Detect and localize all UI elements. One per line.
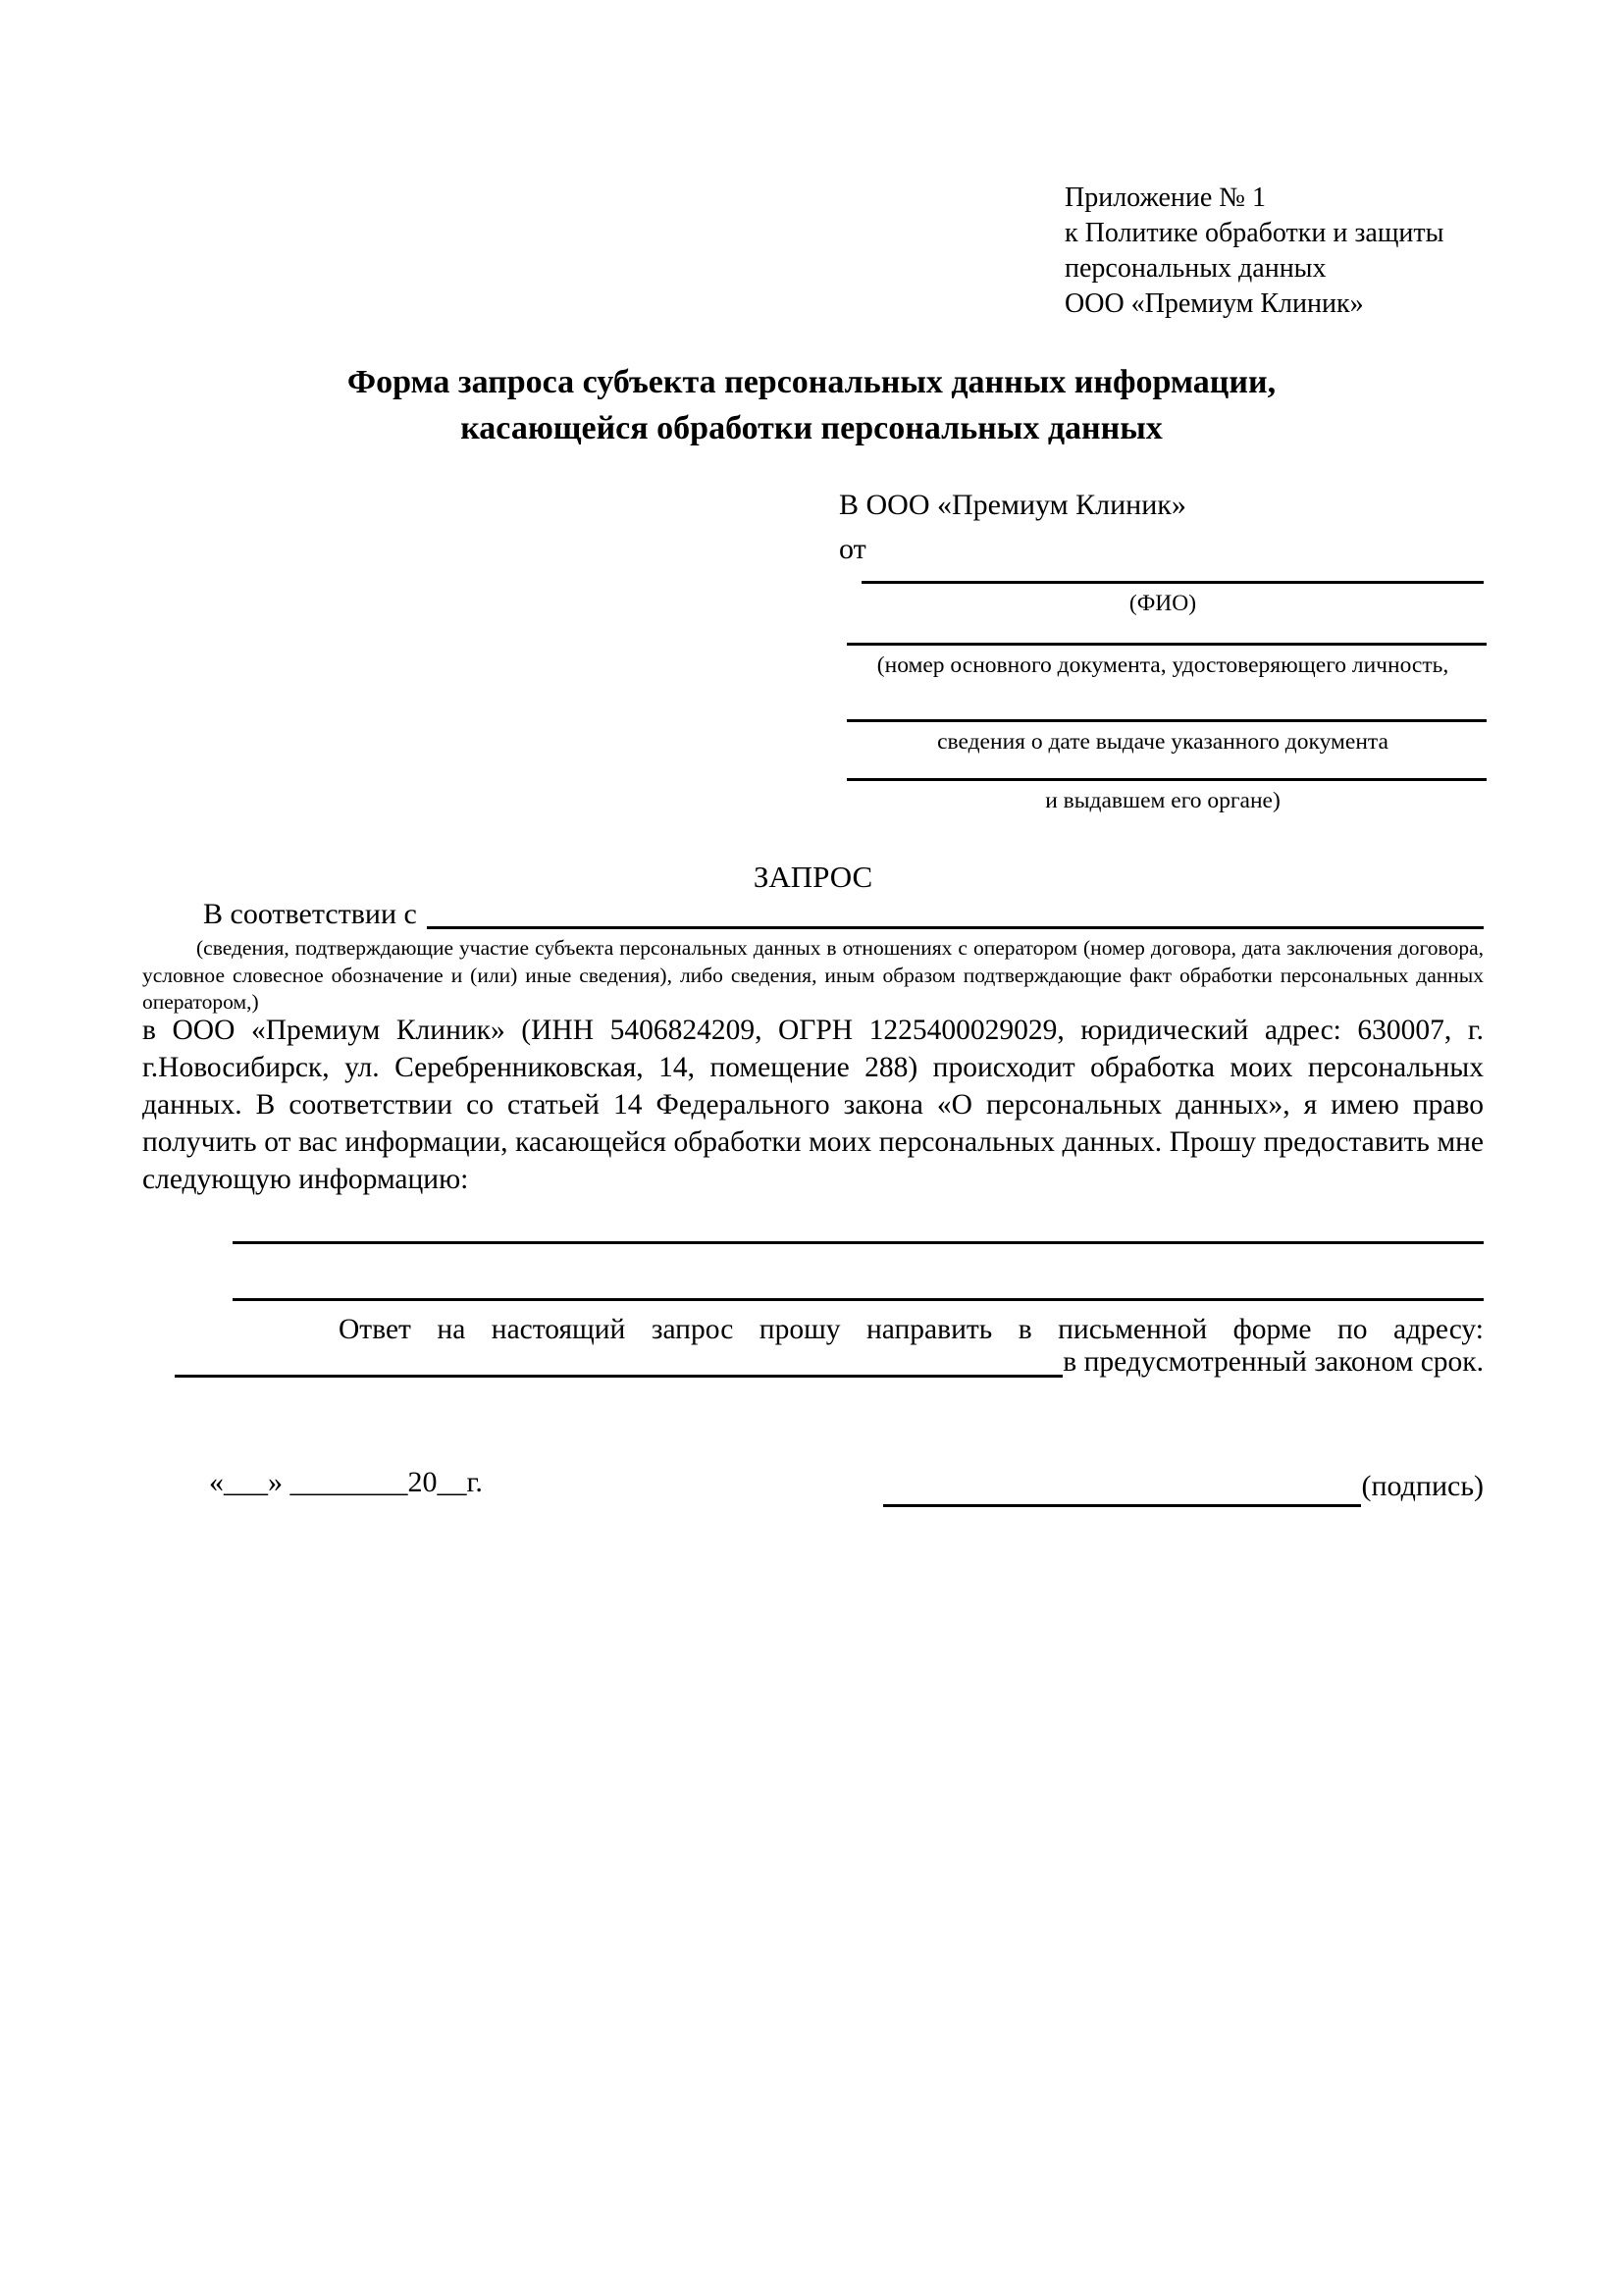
request-intro-prefix: В соответствии с bbox=[203, 898, 417, 930]
signature-caption: (подпись) bbox=[1361, 1470, 1484, 1502]
doc-issuer-field-line bbox=[847, 778, 1487, 781]
from-label: от bbox=[839, 533, 866, 565]
request-body-paragraph: в ООО «Премиум Клиник» (ИНН 5406824209, ОГРН 1225400029029, юридический адрес: 630007, г. г.Новосибирск, ул. Серебренниковская, 14, помещение 288) происходит обработка моих персональных данных. В соответствии со статьей 14 Федерального закона «О персональных данных», я имею право получить от вас информации, касающейся обработки моих персональных данных. Прошу предоставить мне следующую информацию: bbox=[142, 1015, 1484, 1195]
doc-date-caption: сведения о дате выдаче указанного документа bbox=[937, 729, 1388, 755]
document-title-text: Форма запроса субъекта персональных данных информации, касающейся обработки персональных данных bbox=[346, 364, 1277, 446]
request-heading: ЗАПРОС bbox=[753, 860, 873, 894]
appendix-header-block bbox=[1065, 181, 1443, 322]
info-blank-line-1 bbox=[233, 1241, 1484, 1244]
doc-issuer-caption: и выдавшем его органе) bbox=[1045, 788, 1281, 813]
signature-block bbox=[883, 1436, 1484, 1507]
appendix-header-line: ООО «Премиум Клиник» bbox=[1065, 288, 1364, 319]
document-title bbox=[0, 359, 1623, 451]
appendix-header-line: персональных данных bbox=[1065, 253, 1327, 284]
reply-sentence: Ответ на настоящий запрос прошу направить в письменной форме по адресу: bbox=[339, 1314, 1484, 1345]
fio-field-line bbox=[862, 581, 1484, 584]
addressee-block bbox=[839, 489, 1487, 822]
reply-suffix: в предусмотренный законом срок. bbox=[1063, 1346, 1484, 1378]
info-blank-line-2 bbox=[233, 1298, 1484, 1301]
request-footnote: (сведения, подтверждающие участие субъекта персональных данных в отношениях с оператором (номер договора, дата заключения договора, условное словесное обозначение и (или) иные сведения), либо сведения, иным образом подтверждающие факт обработки персональных данных оператором,) bbox=[142, 936, 1484, 1014]
fio-caption: (ФИО) bbox=[1128, 591, 1197, 616]
date-field: «___» ________20__г. bbox=[209, 1466, 483, 1498]
doc-date-field-line bbox=[847, 719, 1487, 722]
address-field-line bbox=[175, 1342, 1063, 1378]
appendix-header-line: Приложение № 1 bbox=[1065, 183, 1266, 213]
reply-address-line bbox=[142, 1342, 1484, 1378]
request-intro-line bbox=[142, 895, 1484, 934]
doc-number-field-line bbox=[847, 643, 1487, 646]
appendix-header-line: к Политике обработки и защиты bbox=[1065, 218, 1444, 248]
request-basis-field-line bbox=[427, 895, 1484, 929]
doc-number-caption: (номер основного документа, удостоверяющего личность, bbox=[876, 652, 1449, 678]
signature-field-line bbox=[883, 1436, 1361, 1507]
recipient-line: В ООО «Премиум Клиник» bbox=[839, 489, 1186, 521]
